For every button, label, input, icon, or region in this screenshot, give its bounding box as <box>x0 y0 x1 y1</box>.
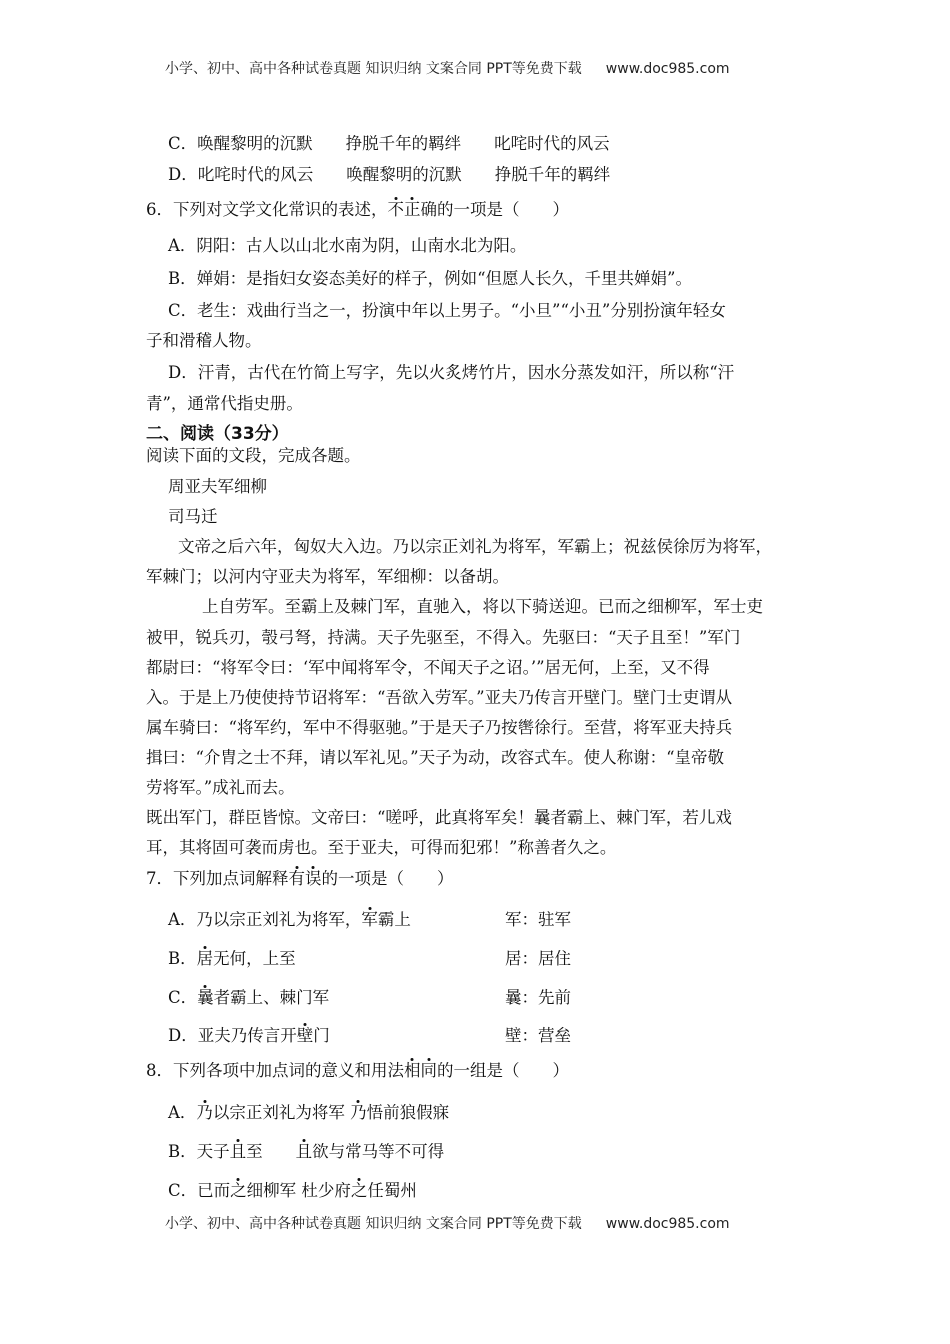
q8-stem: 8．下列各项中加点词的意义和用法相同的一组是（ ） <box>146 1061 569 1080</box>
footer-text: 小学、初中、高中各种试卷真题 知识归纳 文案合同 PPT等免费下载 <box>165 1216 582 1232</box>
passage-author: 司马迁 <box>168 507 218 526</box>
q6-option-c-line1: C．老生：戏曲行当之一，扮演中年以上男子。“小旦”“小丑”分别扮演年轻女 <box>168 301 726 320</box>
emphasis-dot-char: 且 <box>295 1142 313 1161</box>
header-text: 小学、初中、高中各种试卷真题 知识归纳 文案合同 PPT等免费下载 <box>165 61 582 77</box>
passage-p2-line1: 上自劳军。至霸上及棘门军，直驰入，将以下骑送迎。已而之细柳军，军士吏 <box>202 597 763 616</box>
emphasis-dot-char: 不 <box>387 200 404 219</box>
page-footer <box>165 1213 730 1233</box>
passage-p3-line2: 耳，其将固可袭而虏也。至于亚夫，可得而犯邪！”称善者久之。 <box>146 838 617 857</box>
reading-instruction: 阅读下面的文段，完成各题。 <box>146 446 361 465</box>
q7-answer-d: 壁：营垒 <box>505 1026 571 1045</box>
q7-answer-c: 曩：先前 <box>505 988 571 1007</box>
emphasis-dot-char: 误 <box>305 869 322 888</box>
q7-stem: 7．下列加点词解释有误的一项是（ ） <box>146 869 454 888</box>
q7-option-c: C．曩者霸上、棘门军 <box>168 988 330 1007</box>
passage-p2-line2: 被甲，锐兵刃，彀弓弩，持满。天子先驱至，不得入。先驱曰：“天子且至！”军门 <box>146 628 741 647</box>
passage-p2-line7: 劳将军。”成礼而去。 <box>146 778 295 797</box>
q7-answer-b: 居：居住 <box>505 949 571 968</box>
emphasis-dot-char: 军 <box>361 910 378 929</box>
q5-option-d: D．叱咤时代的风云 唤醒黎明的沉默 挣脱千年的羁绊 <box>168 165 611 184</box>
emphasis-dot-char: 有 <box>288 869 305 888</box>
passage-p2-line5: 属车骑曰：“将军约，军中不得驱驰。”于是天子乃按辔徐行。至营，将军亚夫持兵 <box>146 718 733 737</box>
emphasis-dot-char: 之 <box>350 1181 368 1200</box>
footer-url[interactable]: www.doc985.com <box>605 1216 730 1232</box>
emphasis-dot-char: 乃 <box>350 1103 367 1122</box>
emphasis-dot-char: 正 <box>404 200 421 219</box>
section-title: 二、阅读（33分） <box>146 424 289 444</box>
page-header <box>165 58 730 78</box>
passage-p1-line1: 文帝之后六年，匈奴大入边。乃以宗正刘礼为将军，军霸上；祝兹侯徐厉为将军， <box>178 537 772 556</box>
passage-p3-line1: 既出军门，群臣皆惊。文帝曰：“嗟呼，此真将军矣！曩者霸上、棘门军，若儿戏 <box>146 808 732 827</box>
q6-stem: 6．下列对文学文化常识的表述，不正确的一项是（ ） <box>146 200 569 219</box>
q7-option-d: D．亚夫乃传言开壁门 <box>168 1026 330 1045</box>
emphasis-dot-char: 同 <box>420 1061 437 1080</box>
emphasis-dot-char: 且 <box>229 1142 247 1161</box>
header-url[interactable]: www.doc985.com <box>605 61 730 77</box>
passage-title: 周亚夫军细柳 <box>168 477 267 496</box>
q6-option-b: B．婵娟：是指妇女姿态美好的样子，例如“但愿人长久，千里共婵娟”。 <box>168 269 692 288</box>
q8-option-a: A．乃以宗正刘礼为将军 乃悟前狼假寐 <box>168 1103 450 1122</box>
q6-option-d-line1: D．汗青，古代在竹简上写字，先以火炙烤竹片，因水分蒸发如汗，所以称“汗 <box>168 363 735 382</box>
q6-option-c-line2: 子和滑稽人物。 <box>146 331 262 350</box>
q7-option-b: B．居无何，上至 <box>168 949 296 968</box>
q6-option-d-line2: 青”，通常代指史册。 <box>146 394 303 413</box>
emphasis-dot-char: 居 <box>196 949 214 968</box>
q7-option-a: A．乃以宗正刘礼为将军，军霸上 <box>168 910 411 929</box>
emphasis-dot-char: 壁 <box>296 1026 314 1045</box>
passage-p2-line6: 揖曰：“介胄之士不拜，请以军礼见。”天子为动，改容式车。使人称谢：“皇帝敬 <box>146 748 725 767</box>
emphasis-dot-char: 乃 <box>196 1103 213 1122</box>
emphasis-dot-char: 相 <box>404 1061 421 1080</box>
emphasis-dot-char: 之 <box>230 1181 247 1200</box>
passage-p1-line2: 军棘门；以河内守亚夫为将军，军细柳：以备胡。 <box>146 567 509 586</box>
passage-p2-line4: 入。于是上乃使使持节诏将军：“吾欲入劳军。”亚夫乃传言开壁门。壁门士吏谓从 <box>146 688 733 707</box>
q6-option-a: A．阴阳：古人以山北水南为阴，山南水北为阳。 <box>168 236 527 255</box>
q7-answer-a: 军：驻军 <box>505 910 571 929</box>
q8-option-c: C．已而之细柳军 杜少府之任蜀州 <box>168 1181 417 1200</box>
q5-option-c: C．唤醒黎明的沉默 挣脱千年的羁绊 叱咤时代的风云 <box>168 134 610 153</box>
passage-p2-line3: 都尉曰：“将军令曰：‘军中闻将军令，不闻天子之诏。’”居无何，上至，又不得 <box>146 658 710 677</box>
q8-option-b: B．天子且至 且欲与常马等不可得 <box>168 1142 445 1161</box>
emphasis-dot-char: 曩 <box>197 988 214 1007</box>
